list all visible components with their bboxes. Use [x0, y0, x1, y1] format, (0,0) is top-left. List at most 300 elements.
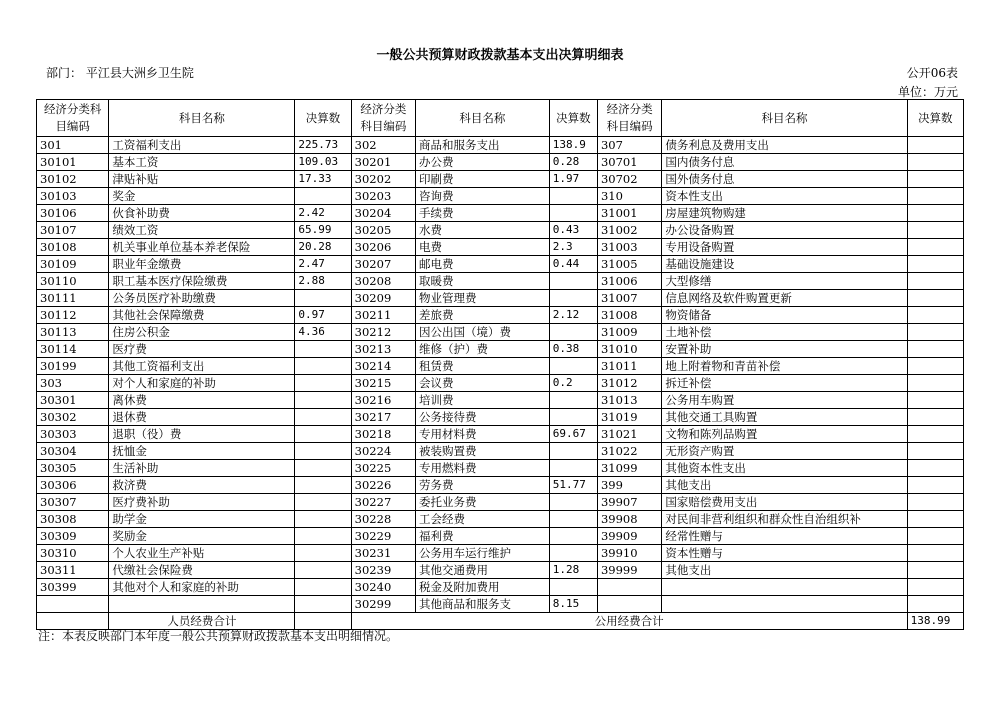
cell-amount: 109.03: [295, 154, 351, 171]
cell-amount: 0.44: [549, 256, 597, 273]
cell-name: 因公出国（境）费: [416, 324, 550, 341]
cell-amount: [907, 545, 963, 562]
cell-name: 专用设备购置: [662, 239, 907, 256]
cell-code: 30240: [351, 579, 415, 596]
cell-amount: [295, 562, 351, 579]
cell-amount: 8.15: [549, 596, 597, 613]
cell-code: 30231: [351, 545, 415, 562]
cell-amount: [295, 545, 351, 562]
cell-amount: 0.28: [549, 154, 597, 171]
cell-name: 抚恤金: [109, 443, 295, 460]
cell-name: 生活补助: [109, 460, 295, 477]
cell-amount: [549, 460, 597, 477]
cell-amount: [907, 443, 963, 460]
cell-name: 拆迁补偿: [662, 375, 907, 392]
page-title: 一般公共预算财政拨款基本支出决算明细表: [376, 48, 624, 63]
table-row: [37, 290, 964, 307]
cell-amount: [549, 273, 597, 290]
cell-code: 30113: [37, 324, 109, 341]
table-row: [37, 562, 964, 579]
cell-amount: 0.97: [295, 307, 351, 324]
cell-amount: [907, 579, 963, 596]
cell-name: 土地补偿: [662, 324, 907, 341]
cell-name: 住房公积金: [109, 324, 295, 341]
header-code-3: 经济分类科目编码: [597, 100, 661, 137]
table-row: [37, 205, 964, 222]
cell-amount: 225.73: [295, 137, 351, 154]
cell-code: 30311: [37, 562, 109, 579]
cell-code: 30106: [37, 205, 109, 222]
cell-code: 30109: [37, 256, 109, 273]
cell-name: 基础设施建设: [662, 256, 907, 273]
cell-code: 30225: [351, 460, 415, 477]
form-number: 公开06表: [906, 66, 958, 80]
cell-name: 物资储备: [662, 307, 907, 324]
cell-name: 办公设备购置: [662, 222, 907, 239]
cell-name: 退职（役）费: [109, 426, 295, 443]
cell-amount: [907, 511, 963, 528]
cell-code: 30702: [597, 171, 661, 188]
cell-name: 维修（护）费: [416, 341, 550, 358]
cell-name: 公务用车运行维护: [416, 545, 550, 562]
cell-name: [662, 596, 907, 613]
cell-code: [597, 579, 661, 596]
cell-code: 30206: [351, 239, 415, 256]
cell-name: 医疗费补助: [109, 494, 295, 511]
cell-name: 劳务费: [416, 477, 550, 494]
cell-code: 30224: [351, 443, 415, 460]
cell-code: 30108: [37, 239, 109, 256]
cell-code: 31012: [597, 375, 661, 392]
cell-amount: [907, 341, 963, 358]
cell-code: [597, 596, 661, 613]
cell-code: 30110: [37, 273, 109, 290]
cell-code: 31001: [597, 205, 661, 222]
cell-name: 国外债务付息: [662, 171, 907, 188]
cell-code: 39910: [597, 545, 661, 562]
cell-code: 30102: [37, 171, 109, 188]
cell-amount: [907, 137, 963, 154]
cell-amount: [295, 494, 351, 511]
cell-code: 31009: [597, 324, 661, 341]
cell-amount: [907, 596, 963, 613]
cell-code: 30228: [351, 511, 415, 528]
cell-name: 取暖费: [416, 273, 550, 290]
cell-name: 资本性赠与: [662, 545, 907, 562]
cell-amount: [295, 579, 351, 596]
cell-name: 国内债务付息: [662, 154, 907, 171]
cell-name: 职工基本医疗保险缴费: [109, 273, 295, 290]
table-row: [37, 375, 964, 392]
cell-code: 30112: [37, 307, 109, 324]
cell-code: 30203: [351, 188, 415, 205]
cell-code: 30310: [37, 545, 109, 562]
table-header-row: [37, 100, 964, 137]
cell-amount: 2.47: [295, 256, 351, 273]
cell-code: 30303: [37, 426, 109, 443]
cell-name: 国家赔偿费用支出: [662, 494, 907, 511]
cell-amount: [295, 528, 351, 545]
cell-amount: 1.28: [549, 562, 597, 579]
cell-amount: 2.3: [549, 239, 597, 256]
cell-name: 工会经费: [416, 511, 550, 528]
cell-name: 债务利息及费用支出: [662, 137, 907, 154]
cell-name: 委托业务费: [416, 494, 550, 511]
cell-amount: 65.99: [295, 222, 351, 239]
cell-amount: [549, 579, 597, 596]
cell-amount: [907, 307, 963, 324]
cell-name: 咨询费: [416, 188, 550, 205]
table-row: [37, 256, 964, 273]
cell-amount: [907, 426, 963, 443]
cell-amount: [907, 324, 963, 341]
cell-amount: 138.9: [549, 137, 597, 154]
cell-name: 租赁费: [416, 358, 550, 375]
cell-name: 奖励金: [109, 528, 295, 545]
cell-code: 310: [597, 188, 661, 205]
cell-amount: 20.28: [295, 239, 351, 256]
cell-name: 办公费: [416, 154, 550, 171]
cell-name: 经常性赠与: [662, 528, 907, 545]
public-total-label: 公用经费合计: [351, 613, 907, 630]
cell-code: 39909: [597, 528, 661, 545]
cell-amount: [907, 375, 963, 392]
cell-code: 30239: [351, 562, 415, 579]
cell-amount: [295, 511, 351, 528]
cell-code: 30226: [351, 477, 415, 494]
table-row: [37, 443, 964, 460]
cell-name: 商品和服务支出: [416, 137, 550, 154]
cell-code: 30205: [351, 222, 415, 239]
cell-code: 31007: [597, 290, 661, 307]
cell-name: 信息网络及软件购置更新: [662, 290, 907, 307]
cell-amount: 4.36: [295, 324, 351, 341]
table-row: [37, 409, 964, 426]
cell-name: 税金及附加费用: [416, 579, 550, 596]
cell-name: 其他支出: [662, 562, 907, 579]
cell-code: 30307: [37, 494, 109, 511]
header-code-2: 经济分类科目编码: [351, 100, 415, 137]
cell-code: 31010: [597, 341, 661, 358]
table-row: [37, 460, 964, 477]
cell-name: 电费: [416, 239, 550, 256]
public-total-value: 138.99: [907, 613, 963, 630]
cell-code: 307: [597, 137, 661, 154]
cell-code: 301: [37, 137, 109, 154]
cell-code: 31011: [597, 358, 661, 375]
cell-amount: [549, 409, 597, 426]
department-label: 部门：: [46, 66, 83, 80]
cell-amount: [549, 205, 597, 222]
cell-name: 其他社会保障缴费: [109, 307, 295, 324]
cell-amount: [907, 171, 963, 188]
cell-code: 30299: [351, 596, 415, 613]
cell-name: 离休费: [109, 392, 295, 409]
cell-code: 30199: [37, 358, 109, 375]
cell-name: 其他交通工具购置: [662, 409, 907, 426]
cell-code: 31019: [597, 409, 661, 426]
cell-amount: [549, 528, 597, 545]
header-code-1: 经济分类科目编码: [37, 100, 109, 137]
cell-code: 30304: [37, 443, 109, 460]
cell-amount: [907, 205, 963, 222]
cell-code: 399: [597, 477, 661, 494]
cell-code: 31008: [597, 307, 661, 324]
cell-code: 30103: [37, 188, 109, 205]
table-row: [37, 477, 964, 494]
cell-amount: [907, 562, 963, 579]
cell-code: 30306: [37, 477, 109, 494]
cell-name: 无形资产购置: [662, 443, 907, 460]
header-name-1: 科目名称: [109, 100, 295, 137]
cell-name: 被装购置费: [416, 443, 550, 460]
cell-amount: [907, 273, 963, 290]
table-row: [37, 596, 964, 613]
cell-code: 302: [351, 137, 415, 154]
cell-name: 福利费: [416, 528, 550, 545]
table-row: [37, 494, 964, 511]
cell-name: 救济费: [109, 477, 295, 494]
table-row: [37, 154, 964, 171]
cell-name: 津贴补贴: [109, 171, 295, 188]
cell-amount: [549, 443, 597, 460]
cell-amount: [295, 392, 351, 409]
cell-code: 30208: [351, 273, 415, 290]
cell-code: 30204: [351, 205, 415, 222]
cell-name: 其他商品和服务支: [416, 596, 550, 613]
cell-name: 其他对个人和家庭的补助: [109, 579, 295, 596]
cell-name: 个人农业生产补贴: [109, 545, 295, 562]
cell-amount: 2.12: [549, 307, 597, 324]
cell-name: 对民间非营利组织和群众性自治组织补: [662, 511, 907, 528]
cell-amount: [295, 460, 351, 477]
cell-amount: 0.43: [549, 222, 597, 239]
cell-code: 30305: [37, 460, 109, 477]
cell-code: 31021: [597, 426, 661, 443]
cell-name: 其他交通费用: [416, 562, 550, 579]
cell-amount: [907, 392, 963, 409]
header-amount-2: 决算数: [549, 100, 597, 137]
cell-name: [109, 596, 295, 613]
cell-name: 差旅费: [416, 307, 550, 324]
cell-amount: [907, 290, 963, 307]
cell-name: 工资福利支出: [109, 137, 295, 154]
cell-name: 大型修缮: [662, 273, 907, 290]
cell-amount: [549, 511, 597, 528]
personnel-total-label: 人员经费合计: [109, 613, 295, 630]
header-amount-1: 决算数: [295, 100, 351, 137]
cell-amount: 17.33: [295, 171, 351, 188]
cell-code: 30701: [597, 154, 661, 171]
cell-code: 31022: [597, 443, 661, 460]
cell-amount: [295, 409, 351, 426]
cell-name: 奖金: [109, 188, 295, 205]
cell-name: 代缴社会保险费: [109, 562, 295, 579]
cell-code: 30309: [37, 528, 109, 545]
table-row: [37, 426, 964, 443]
cell-amount: [907, 494, 963, 511]
table-row: [37, 324, 964, 341]
cell-code: 39999: [597, 562, 661, 579]
cell-amount: 0.2: [549, 375, 597, 392]
cell-name: 医疗费: [109, 341, 295, 358]
cell-name: 退休费: [109, 409, 295, 426]
cell-code: 39907: [597, 494, 661, 511]
cell-amount: [295, 358, 351, 375]
cell-name: 物业管理费: [416, 290, 550, 307]
cell-name: 邮电费: [416, 256, 550, 273]
cell-code: 30114: [37, 341, 109, 358]
cell-name: 助学金: [109, 511, 295, 528]
cell-code: 30213: [351, 341, 415, 358]
cell-amount: [549, 392, 597, 409]
table-row: [37, 273, 964, 290]
cell-code: 39908: [597, 511, 661, 528]
cell-name: 会议费: [416, 375, 550, 392]
cell-code: 31006: [597, 273, 661, 290]
cell-name: 其他工资福利支出: [109, 358, 295, 375]
cell-name: 公务接待费: [416, 409, 550, 426]
cell-amount: [549, 358, 597, 375]
cell-amount: [907, 477, 963, 494]
cell-name: 文物和陈列品购置: [662, 426, 907, 443]
table-row: [37, 188, 964, 205]
cell-amount: [295, 477, 351, 494]
table-row: [37, 392, 964, 409]
cell-code: 30399: [37, 579, 109, 596]
table-row: [37, 171, 964, 188]
cell-name: 地上附着物和青苗补偿: [662, 358, 907, 375]
cell-name: 专用燃料费: [416, 460, 550, 477]
cell-amount: [295, 290, 351, 307]
cell-name: 房屋建筑物购建: [662, 205, 907, 222]
cell-name: 公务用车购置: [662, 392, 907, 409]
cell-amount: [907, 256, 963, 273]
cell-amount: [907, 239, 963, 256]
cell-code: 30212: [351, 324, 415, 341]
cell-amount: [907, 154, 963, 171]
expenditure-table: [36, 99, 964, 630]
cell-amount: [295, 443, 351, 460]
cell-amount: 1.97: [549, 171, 597, 188]
cell-code: [37, 596, 109, 613]
cell-name: 机关事业单位基本养老保险: [109, 239, 295, 256]
cell-code: 31003: [597, 239, 661, 256]
header-name-2: 科目名称: [416, 100, 550, 137]
cell-code: 30207: [351, 256, 415, 273]
header-name-3: 科目名称: [662, 100, 907, 137]
cell-name: 绩效工资: [109, 222, 295, 239]
cell-name: 安置补助: [662, 341, 907, 358]
department-line: [46, 64, 194, 81]
cell-name: 职业年金缴费: [109, 256, 295, 273]
header-amount-3: 决算数: [907, 100, 963, 137]
cell-name: 公务员医疗补助缴费: [109, 290, 295, 307]
cell-code: 30227: [351, 494, 415, 511]
cell-name: 其他支出: [662, 477, 907, 494]
cell-amount: [549, 290, 597, 307]
cell-amount: [295, 341, 351, 358]
cell-code: 30229: [351, 528, 415, 545]
cell-code: 31013: [597, 392, 661, 409]
cell-amount: [907, 222, 963, 239]
unit-label: 单位：万元: [897, 85, 958, 99]
table-row: [37, 511, 964, 528]
cell-amount: 2.88: [295, 273, 351, 290]
cell-amount: [549, 324, 597, 341]
table-row: [37, 307, 964, 324]
cell-code: 30201: [351, 154, 415, 171]
cell-amount: [295, 596, 351, 613]
cell-amount: [907, 409, 963, 426]
cell-code: 303: [37, 375, 109, 392]
cell-amount: [549, 494, 597, 511]
cell-code: 30214: [351, 358, 415, 375]
cell-amount: [907, 528, 963, 545]
cell-code: 31005: [597, 256, 661, 273]
cell-amount: [295, 426, 351, 443]
cell-code: 30216: [351, 392, 415, 409]
cell-code: 30107: [37, 222, 109, 239]
cell-amount: 69.67: [549, 426, 597, 443]
cell-name: 对个人和家庭的补助: [109, 375, 295, 392]
cell-amount: [549, 188, 597, 205]
cell-name: 专用材料费: [416, 426, 550, 443]
cell-code: 30209: [351, 290, 415, 307]
table-row: [37, 579, 964, 596]
table-row: [37, 239, 964, 256]
cell-code: 30202: [351, 171, 415, 188]
cell-amount: [907, 188, 963, 205]
cell-amount: [295, 375, 351, 392]
cell-name: 手续费: [416, 205, 550, 222]
table-row: [37, 222, 964, 239]
cell-name: 资本性支出: [662, 188, 907, 205]
cell-name: [662, 579, 907, 596]
cell-code: 30302: [37, 409, 109, 426]
cell-code: 30301: [37, 392, 109, 409]
cell-code: 30211: [351, 307, 415, 324]
cell-code: 30217: [351, 409, 415, 426]
cell-name: 其他资本性支出: [662, 460, 907, 477]
cell-amount: 2.42: [295, 205, 351, 222]
cell-name: 培训费: [416, 392, 550, 409]
cell-code: 30215: [351, 375, 415, 392]
cell-name: 基本工资: [109, 154, 295, 171]
cell-amount: [295, 188, 351, 205]
table-row: [37, 545, 964, 562]
table-row: [37, 358, 964, 375]
cell-amount: [907, 358, 963, 375]
department-name: 平江县大洲乡卫生院: [85, 66, 194, 80]
cell-name: 水费: [416, 222, 550, 239]
cell-name: 印刷费: [416, 171, 550, 188]
cell-code: 30101: [37, 154, 109, 171]
cell-code: 31002: [597, 222, 661, 239]
cell-code: 31099: [597, 460, 661, 477]
cell-amount: 51.77: [549, 477, 597, 494]
table-row: [37, 137, 964, 154]
cell-code: 30308: [37, 511, 109, 528]
cell-amount: 0.38: [549, 341, 597, 358]
table-note: 注：本表反映部门本年度一般公共预算财政拨款基本支出明细情况。: [38, 629, 399, 643]
cell-name: 伙食补助费: [109, 205, 295, 222]
cell-amount: [549, 545, 597, 562]
table-row: [37, 341, 964, 358]
cell-code: 30111: [37, 290, 109, 307]
cell-amount: [907, 460, 963, 477]
cell-code: 30218: [351, 426, 415, 443]
